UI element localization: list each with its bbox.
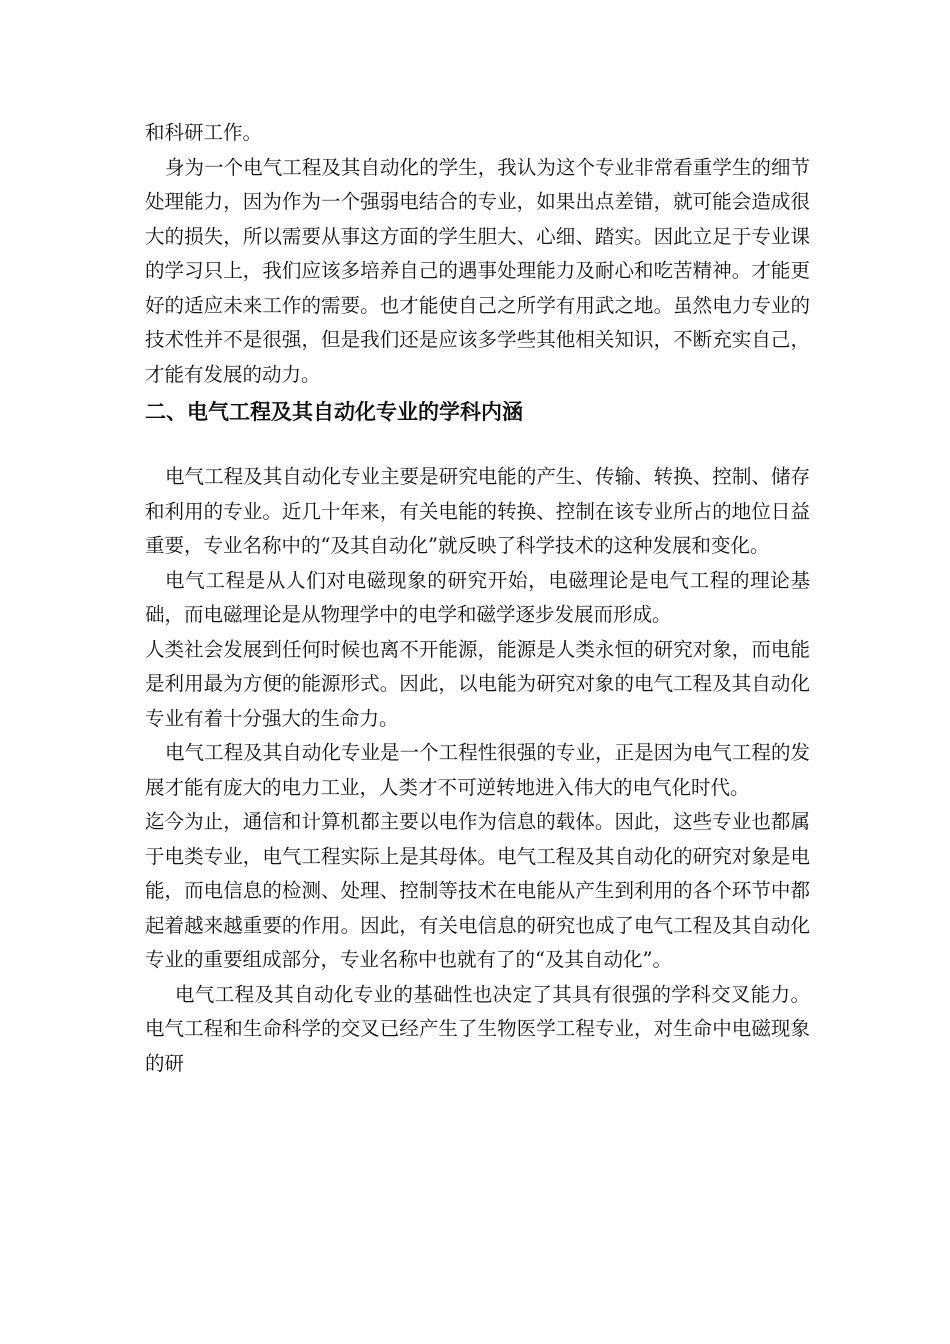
- document-body: [145, 116, 810, 1081]
- paragraph-interdisciplinary: 电气工程及其自动化专业的基础性也决定了其具有很强的学科交叉能力。电气工程和生命科学的交叉已经产生了生物医学工程专业，对生命中电磁现象的研: [145, 982, 810, 1075]
- paragraph-information-carrier: 迄今为止，通信和计算机都主要以电作为信息的载体。因此，这些专业也都属于电类专业，电气工程实际上是其母体。电气工程及其自动化的研究对象是电能，而电信息的检测、处理、控制等技术在电能从产生到利用的各个环节中都起着越来越重要的作用。因此，有关电信息的研究也成了电气工程及其自动化专业的重要组成部分，专业名称中也就有了的“及其自动化”。: [145, 810, 810, 971]
- paragraph-electromagnetic-theory: 电气工程是从人们对电磁现象的研究开始，电磁理论是电气工程的理论基础，而电磁理论是从物理学中的电学和磁学逐步发展而形成。: [145, 568, 810, 626]
- paragraph-continuation: 和科研工作。: [145, 121, 263, 144]
- section-heading: 二、电气工程及其自动化专业的学科内涵: [145, 400, 523, 424]
- paragraph-engineering: 电气工程及其自动化专业是一个工程性很强的专业，正是因为电气工程的发展才能有庞大的电力工业，人类才不可逆转地进入伟大的电气化时代。: [145, 741, 810, 799]
- paragraph-student-view: 身为一个电气工程及其自动化的学生，我认为这个专业非常看重学生的细节处理能力，因为作为一个强弱电结合的专业，如果出点差错，就可能会造成很大的损失，所以需要从事这方面的学生胆大、心细、踏实。因此立足于专业课的学习只上，我们应该多培养自己的遇事处理能力及耐心和吃苦精神。才能更好的适应未来工作的需要。也才能使自己之所学有用武之地。虽然电力专业的技术性并不是很强，但是我们还是应该多学些其他相关知识，不断充实自己，才能有发展的动力。: [145, 155, 810, 386]
- paragraph-definition: 电气工程及其自动化专业主要是研究电能的产生、传输、转换、控制、储存和利用的专业。近几十年来，有关电能的转换、控制在该专业所占的地位日益重要，专业名称中的“及其自动化”就反映了科学技术的这种发展和变化。: [145, 465, 810, 557]
- paragraph-energy: 人类社会发展到任何时候也离不开能源，能源是人类永恒的研究对象，而电能是利用最为方便的能源形式。因此，以电能为研究对象的电气工程及其自动化专业有着十分强大的生命力。: [145, 637, 810, 730]
